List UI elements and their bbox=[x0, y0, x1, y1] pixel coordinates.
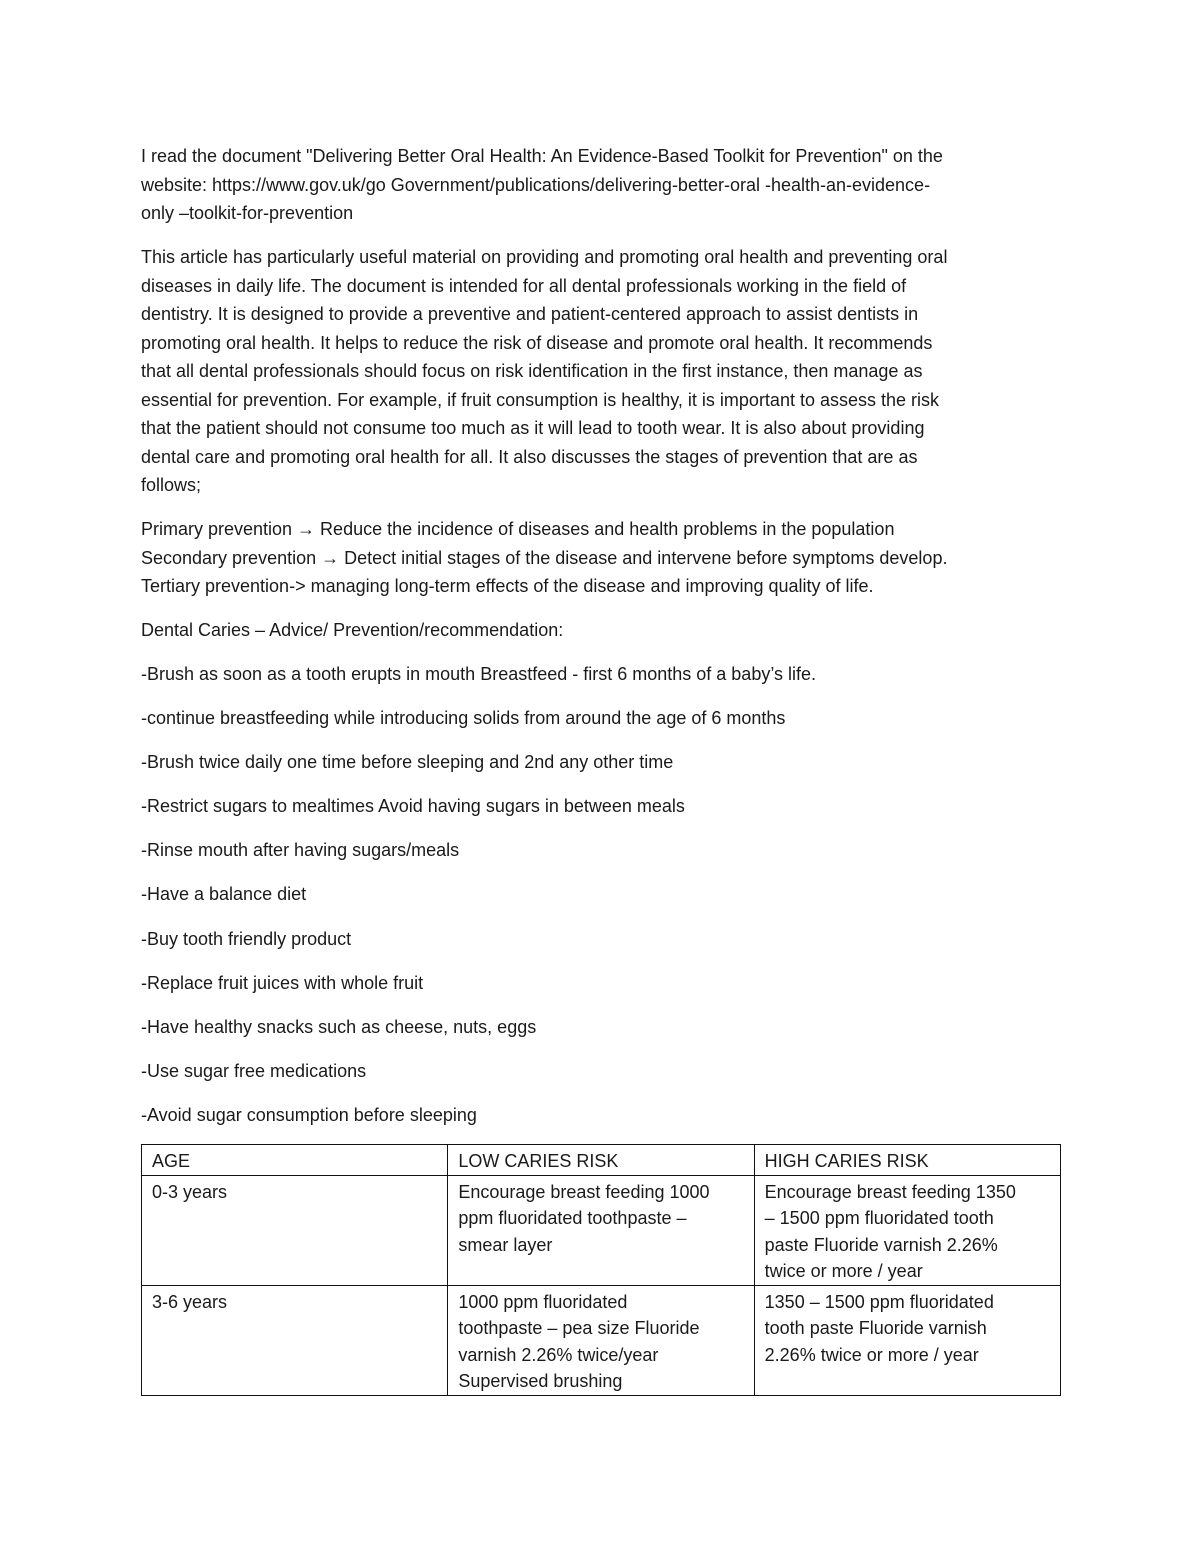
intro-paragraph bbox=[141, 142, 1061, 228]
low-risk-cell bbox=[448, 1175, 754, 1285]
intro-line: I read the document "Delivering Better Oral Health: An Evidence-Based Toolkit for Prevention" on the bbox=[141, 146, 943, 166]
summary-line: follows; bbox=[141, 475, 202, 495]
cell-line: 1350 – 1500 ppm fluoridated bbox=[764, 1291, 994, 1312]
summary-line: that the patient should not consume too much as it will lead to tooth wear. It is also about providing bbox=[141, 418, 925, 438]
cell-line: 1000 ppm fluoridated bbox=[458, 1291, 628, 1312]
age-cell bbox=[142, 1285, 448, 1395]
tertiary-prevention: Tertiary prevention-> managing long-term effects of the disease and improving quality of life. bbox=[141, 576, 874, 596]
primary-prevention: Primary prevention → Reduce the incidence of diseases and health problems in the population bbox=[141, 519, 895, 539]
advice-item: -Use sugar free medications bbox=[141, 1061, 367, 1081]
cell-line: paste Fluoride varnish 2.26% bbox=[764, 1234, 998, 1255]
summary-line: promoting oral health. It helps to reduce the risk of disease and promote oral health. It recommends bbox=[141, 332, 933, 353]
header-high-risk: HIGH CARIES RISK bbox=[754, 1145, 1060, 1176]
high-risk-cell bbox=[754, 1285, 1060, 1395]
table-header-row bbox=[142, 1145, 1061, 1176]
secondary-prevention: Secondary prevention → Detect initial stages of the disease and intervene before symptoms develop. bbox=[141, 547, 948, 568]
advice-item: -Have healthy snacks such as cheese, nuts, eggs bbox=[141, 1017, 537, 1037]
advice-item: -Brush twice daily one time before sleeping and 2nd any other time bbox=[141, 752, 674, 772]
cell-line: varnish 2.26% twice/year bbox=[458, 1344, 659, 1365]
cell-line: ppm fluoridated toothpaste – bbox=[458, 1208, 687, 1228]
age-cell bbox=[142, 1175, 448, 1285]
summary-line: This article has particularly useful material on providing and promoting oral health and preventing oral bbox=[141, 247, 948, 267]
cell-line: 2.26% twice or more / year bbox=[764, 1344, 979, 1365]
advice-item: -Have a balance diet bbox=[141, 884, 307, 904]
advice-item: -Replace fruit juices with whole fruit bbox=[141, 973, 424, 993]
summary-line: that all dental professionals should focus on risk identification in the first instance, then manage as bbox=[141, 361, 923, 381]
header-age: AGE bbox=[142, 1145, 448, 1176]
advice-item: -Avoid sugar consumption before sleeping bbox=[141, 1105, 477, 1125]
cell-line: – 1500 ppm fluoridated tooth bbox=[764, 1208, 994, 1228]
cell-line: smear layer bbox=[458, 1234, 553, 1255]
high-risk-cell bbox=[754, 1175, 1060, 1285]
advice-item: -Rinse mouth after having sugars/meals bbox=[141, 840, 460, 860]
summary-paragraph bbox=[141, 243, 1061, 500]
caries-heading: Dental Caries – Advice/ Prevention/recommendation: bbox=[141, 620, 564, 640]
cell-line: tooth paste Fluoride varnish bbox=[764, 1318, 987, 1338]
summary-line: dentistry. It is designed to provide a preventive and patient-centered approach to assist dentists in bbox=[141, 304, 919, 324]
cell-line: 3-6 years bbox=[152, 1291, 228, 1312]
cell-line: toothpaste – pea size Fluoride bbox=[458, 1318, 700, 1338]
advice-item: -continue breastfeeding while introducing solids from around the age of 6 months bbox=[141, 708, 786, 728]
summary-line: diseases in daily life. The document is intended for all dental professionals working in the field of bbox=[141, 275, 907, 296]
cell-line: Encourage breast feeding 1000 bbox=[458, 1181, 710, 1202]
advice-item: -Buy tooth friendly product bbox=[141, 929, 352, 949]
cell-line: twice or more / year bbox=[764, 1261, 923, 1281]
advice-item: -Restrict sugars to mealtimes Avoid having sugars in between meals bbox=[141, 796, 685, 816]
summary-line: essential for prevention. For example, if fruit consumption is healthy, it is important to assess the risk bbox=[141, 389, 940, 410]
table-row bbox=[142, 1285, 1061, 1395]
low-risk-cell bbox=[448, 1285, 754, 1395]
prevention-stages bbox=[141, 515, 1061, 601]
header-low-risk: LOW CARIES RISK bbox=[448, 1145, 754, 1176]
caries-risk-table bbox=[141, 1144, 1061, 1396]
summary-line: dental care and promoting oral health for all. It also discusses the stages of prevention that are as bbox=[141, 446, 918, 467]
advice-item: -Brush as soon as a tooth erupts in mouth Breastfeed - first 6 months of a baby’s life. bbox=[141, 664, 817, 684]
cell-line: Encourage breast feeding 1350 bbox=[764, 1181, 1016, 1202]
cell-line: Supervised brushing bbox=[458, 1371, 623, 1391]
table-row bbox=[142, 1175, 1061, 1285]
intro-line: website: https://www.gov.uk/go Government/publications/delivering-better-oral -health-an-evidence- bbox=[141, 174, 931, 195]
cell-line: 0-3 years bbox=[152, 1181, 228, 1202]
intro-line: only –toolkit-for-prevention bbox=[141, 203, 354, 223]
